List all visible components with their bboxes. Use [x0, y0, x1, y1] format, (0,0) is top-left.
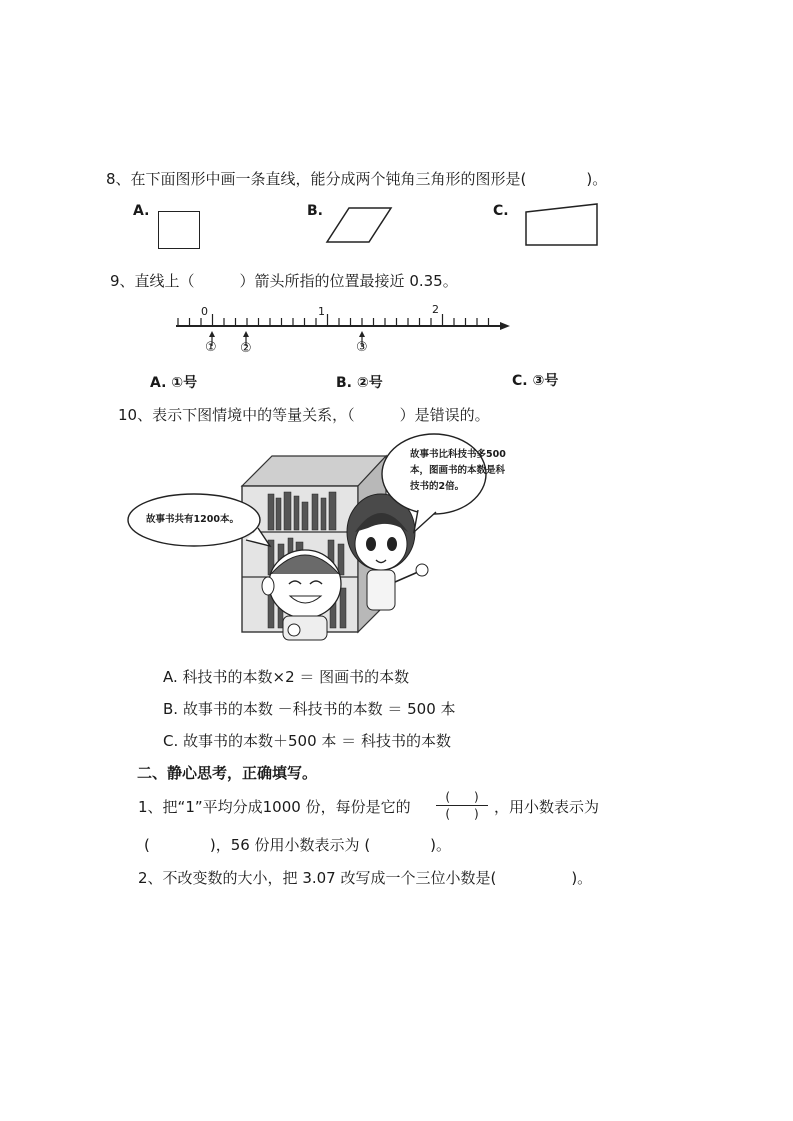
- q9-option-a: A. ①号: [150, 375, 198, 391]
- tick-label-1: 1: [318, 305, 325, 318]
- marker-3: ③: [356, 340, 368, 355]
- right-bubble-line-3: 技书的2倍。: [410, 481, 465, 492]
- q8-option-c-label: C.: [493, 203, 509, 219]
- question-8: 8、在下面图形中画一条直线，能分成两个钝角三角形的图形是( )。: [106, 170, 608, 188]
- right-bubble-line-1: 故事书比科技书多500: [410, 449, 506, 460]
- s2-question-1-line-2: ( )，56 份用小数表示为 ( )。: [144, 836, 452, 854]
- tick-label-2: 2: [432, 303, 439, 316]
- q8-parallelogram-shape: [325, 205, 395, 245]
- s2-q1-fraction-blank: [436, 791, 488, 820]
- marker-1: ①: [205, 340, 217, 355]
- right-bubble-line-2: 本，图画书的本数是科: [410, 465, 506, 476]
- q9-option-c: C. ③号: [512, 373, 559, 389]
- q10-option-c: C. 故事书的本数＋500 本 ＝ 科技书的本数: [163, 732, 451, 750]
- s2-question-1-line-1: 1、把“1”平均分成1000 份，每份是它的: [138, 798, 411, 816]
- fraction-numerator: ( ): [445, 790, 479, 804]
- right-speech-bubble-text: [410, 447, 506, 495]
- fraction-denominator: ( ): [445, 807, 479, 821]
- question-10: 10、表示下图情境中的等量关系，（ ）是错误的。: [118, 406, 490, 424]
- q8-option-b-label: B.: [307, 203, 323, 219]
- s2-question-1-line-1-end: ，用小数表示为: [494, 798, 600, 816]
- s2-question-2: 2、不改变数的大小，把 3.07 改写成一个三位小数是( )。: [138, 869, 593, 887]
- q10-option-a: A. 科技书的本数×2 ＝ 图画书的本数: [163, 668, 410, 686]
- section-2-heading: 二、静心思考，正确填写。: [137, 764, 318, 782]
- fraction-bar: [436, 805, 488, 806]
- q10-option-b: B. 故事书的本数 －科技书的本数 ＝ 500 本: [163, 700, 456, 718]
- tick-label-0: 0: [201, 305, 208, 318]
- q8-trapezoid-shape: [524, 202, 600, 248]
- left-speech-bubble-text: 故事书共有1200本。: [146, 514, 239, 525]
- question-9: 9、直线上（ ）箭头所指的位置最接近 0.35。: [110, 272, 458, 290]
- marker-2: ②: [240, 341, 252, 356]
- number-line: [170, 300, 515, 360]
- q8-option-a-label: A.: [133, 203, 150, 219]
- q9-option-b: B. ②号: [336, 375, 383, 391]
- q8-square-shape: [158, 211, 200, 249]
